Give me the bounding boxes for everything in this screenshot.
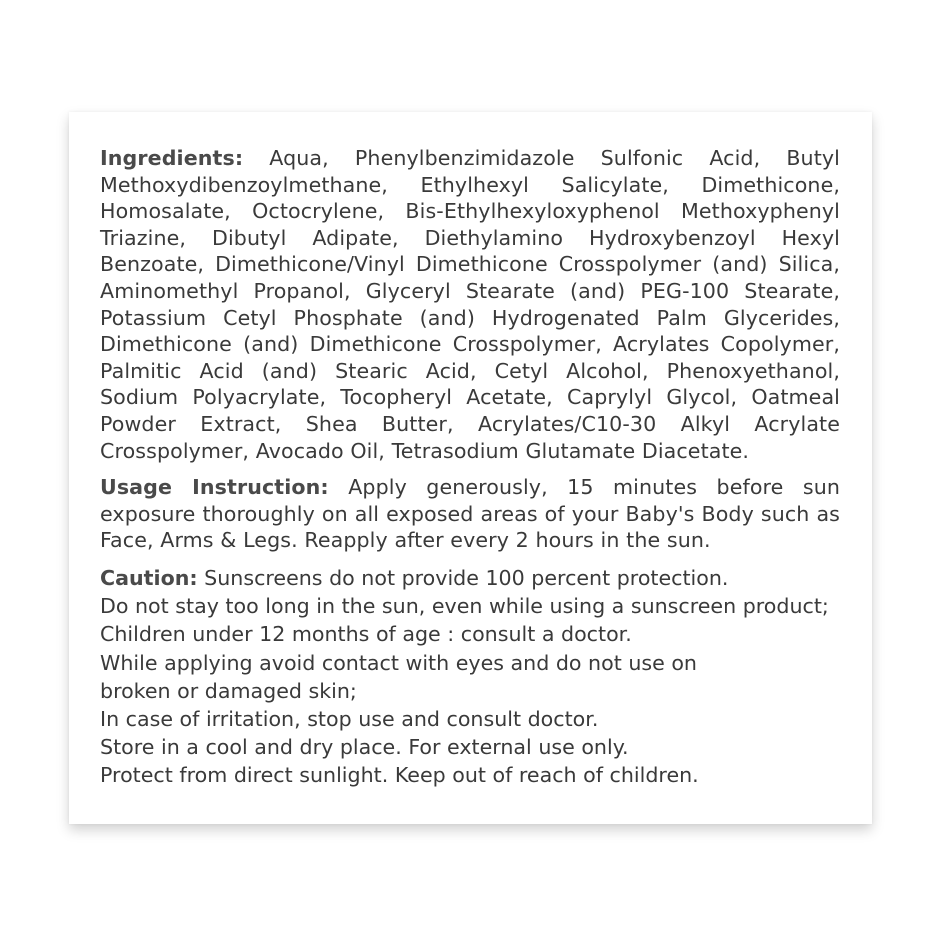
caution-first-line: Sunscreens do not provide 100 percent protection. (197, 565, 729, 590)
caution-line: Protect from direct sunlight. Keep out of reach of children. (100, 763, 699, 788)
label-content (100, 145, 840, 790)
caution-heading: Caution: (100, 565, 198, 590)
caution-line: broken or damaged skin; (100, 678, 357, 703)
usage-heading: Usage Instruction: (100, 475, 329, 500)
caution-line (100, 564, 840, 592)
usage-paragraph (100, 474, 840, 554)
caution-line: In case of irritation, stop use and consult doctor. (100, 706, 599, 731)
usage-text: Apply generously, 15 minutes before sun exposure thoroughly on all exposed areas of your Baby's Body such as Face, Arms & Legs. Reapply after every 2 hours in the sun. (100, 475, 840, 553)
ingredients-paragraph (100, 145, 840, 464)
caution-section (100, 564, 840, 790)
caution-line: Children under 12 months of age : consult a doctor. (100, 622, 632, 647)
ingredients-text: Aqua, Phenylbenzimidazole Sulfonic Acid, Butyl Methoxydibenzoylmethane, Ethylhexyl Salicylate, Dimethicone, Homosalate, Octocrylene, Bis-Ethylhexyloxyphenol Methoxyphenyl Triazine, Dibutyl Adipate, Diethylamino Hydroxybenzoyl Hexyl Benzoate, Dimethicone/Vinyl Dimethicone Crosspolymer (and) Silica, Aminomethyl Propanol, Glyceryl Stearate (and) PEG-100 Stearate, Potassium Cetyl Phosphate (and) Hydrogenated Palm Glycerides, Dimethicone (and) Dimethicone Crosspolymer, Acrylates Copolymer, Palmitic Acid (and) Stearic Acid, Cetyl Alcohol, Phenoxyethanol, Sodium Polyacrylate, Tocopheryl Acetate, Caprylyl Glycol, Oatmeal Powder Extract, Shea Butter, Acrylates/C10-30 Alkyl Acrylate Crosspolymer, Avocado Oil, Tetrasodium Glutamate Diacetate. (100, 146, 840, 463)
caution-line: Store in a cool and dry place. For external use only. (100, 735, 629, 760)
label-card (69, 112, 872, 824)
caution-line: While applying avoid contact with eyes and do not use on (100, 650, 697, 675)
caution-line: Do not stay too long in the sun, even while using a sunscreen product; (100, 594, 829, 619)
ingredients-heading: Ingredients: (100, 146, 244, 170)
